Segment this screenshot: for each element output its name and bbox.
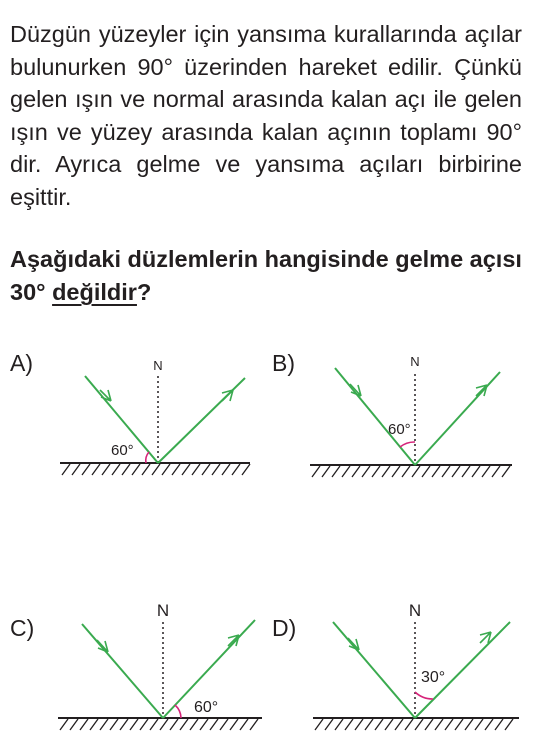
surface-hatch <box>60 719 258 730</box>
angle-arc <box>146 452 149 463</box>
intro-paragraph: Düzgün yüzeyler için yansıma kurallarında açılar bulunurken 90° üzerinden hareket edilir. Çünkü gelen ışın ve normal arasında kalan açı ile gelen ışın ve yüzey arasında kalan açının toplamı 90° dir. Ayrıca gelme ve yansıma açıları birbirine eşittir. <box>10 21 522 210</box>
normal-label: N <box>156 601 170 620</box>
option-a-diagram[interactable] <box>50 350 260 485</box>
option-b-letter[interactable]: B) <box>272 350 295 376</box>
question-text-after: ? <box>136 279 152 305</box>
incident-ray <box>335 368 415 465</box>
normal-label: N <box>153 358 163 373</box>
reflected-arrow <box>480 632 491 643</box>
question-text-before: Aşağıdaki düzlemlerin hangisinde gelme açısı 30° <box>10 246 522 305</box>
angle-label: 60° <box>194 699 219 716</box>
normal-label: N <box>410 354 420 369</box>
incident-ray <box>82 624 163 718</box>
question-text <box>10 243 522 309</box>
angle-label: 60° <box>111 442 134 459</box>
question-emphasis: değildir <box>52 279 137 305</box>
option-d-diagram[interactable] <box>305 598 530 738</box>
option-a-letter[interactable]: A) <box>10 350 33 376</box>
reflected-arrow <box>476 385 487 396</box>
angle-arc <box>400 442 415 447</box>
incident-ray <box>333 622 415 718</box>
angle-label: 30° <box>421 669 446 686</box>
angle-arc <box>175 705 181 718</box>
option-c-letter[interactable]: C) <box>10 615 35 641</box>
angle-arc <box>415 692 433 699</box>
surface-hatch <box>315 719 513 730</box>
option-c-diagram[interactable] <box>50 598 275 738</box>
surface-hatch <box>62 464 250 475</box>
option-b-diagram[interactable] <box>300 350 515 485</box>
incident-arrow <box>350 384 361 396</box>
reflected-arrow <box>222 390 233 401</box>
normal-label: N <box>408 601 422 620</box>
incident-arrow <box>97 640 108 652</box>
option-d-letter[interactable]: D) <box>272 615 297 641</box>
surface-hatch <box>312 466 510 477</box>
angle-label: 60° <box>388 421 411 438</box>
incident-arrow <box>348 638 359 650</box>
